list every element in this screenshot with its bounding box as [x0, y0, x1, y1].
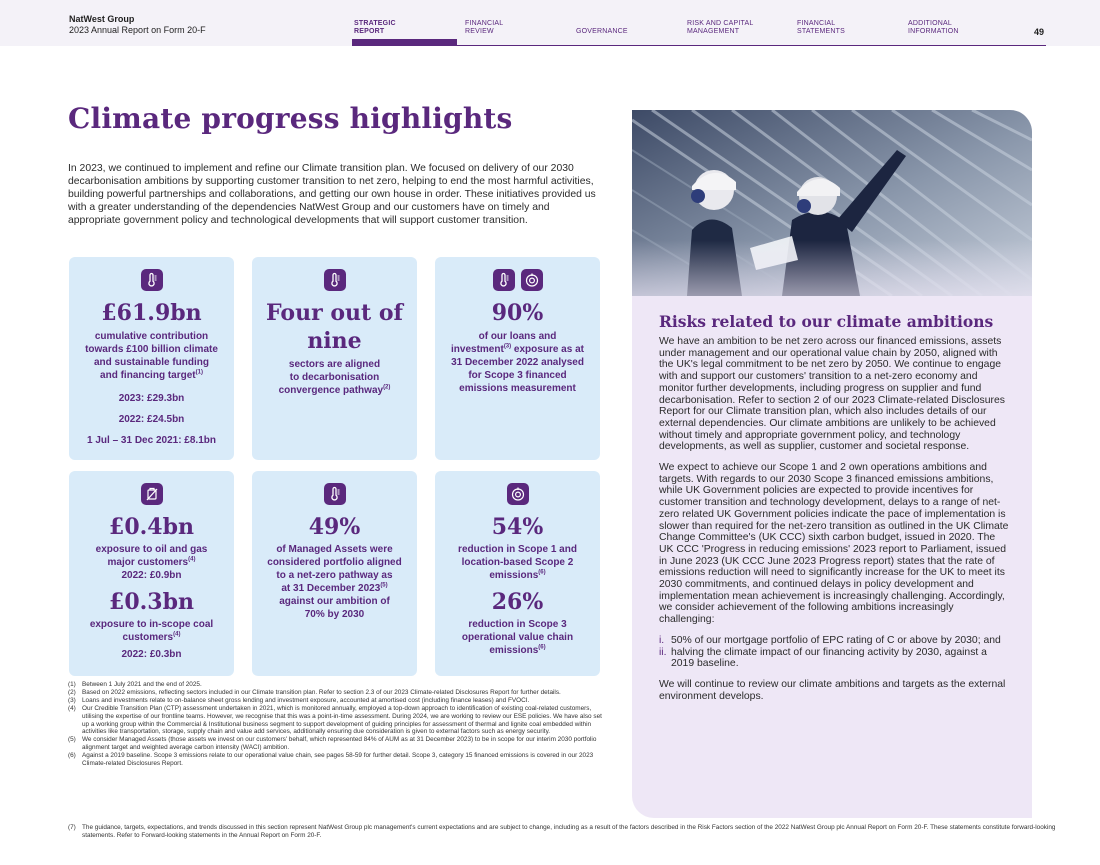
footnote-number: (6)	[68, 752, 76, 760]
footnote-ref: (3)	[503, 343, 512, 350]
highlight-card-funding	[69, 257, 234, 460]
highlight-card-loans	[435, 257, 600, 460]
company-name: NatWest Group	[69, 14, 135, 24]
footnotes	[68, 681, 608, 768]
nav-financial-statements[interactable]: FINANCIAL STATEMENTS	[797, 20, 846, 35]
loans-desc-line: emissions measurement	[459, 383, 576, 394]
brand-block	[69, 14, 206, 36]
highlight-card-emissions	[435, 471, 600, 676]
funding-desc-line: towards £100 billion climate	[85, 344, 218, 355]
managed-assets-desc-line: against our ambition of	[279, 596, 390, 607]
footnote	[68, 705, 608, 737]
footnote-number: (4)	[68, 704, 76, 712]
sectors-desc-line: convergence pathway	[278, 385, 384, 396]
footnote	[68, 736, 608, 752]
footnote-text: Between 1 July 2021 and the end of 2025.	[82, 681, 202, 688]
no-fossil-icon	[141, 483, 163, 505]
footnote-ref: (2)	[383, 384, 391, 391]
coal-desc-line: exposure to in-scope coal	[89, 619, 214, 630]
highlight-card-fossil-exposure	[69, 471, 234, 676]
target-icon	[507, 483, 529, 505]
footnote	[68, 697, 608, 705]
oil-gas-desc-line: major customers	[107, 557, 189, 568]
scope12-desc-line: location-based Scope 2	[461, 557, 574, 568]
scope12-desc-line: reduction in Scope 1 and	[458, 544, 577, 555]
managed-assets-desc-line: 70% by 2030	[304, 609, 365, 620]
footnote-text: Against a 2019 baseline. Scope 3 emissions relate to our operational value chain, see pages 58-59 for further detail. Scope 3, category 15 financed emissions is covered in our 2023 Climate-related Disclosures Report.	[82, 752, 594, 768]
funding-desc-line: and sustainable funding	[93, 357, 209, 368]
highlight-card-managed-assets	[252, 471, 417, 676]
page-number: 49	[1034, 27, 1045, 37]
funding-desc-line: and financing target	[100, 370, 196, 381]
nav-financial-review[interactable]: FINANCIAL REVIEW	[465, 20, 504, 35]
footnote	[68, 681, 608, 689]
oil-gas-value: £0.4bn	[109, 514, 194, 540]
footnote-number: (7)	[68, 824, 76, 831]
page-title: Climate progress highlights	[68, 102, 513, 135]
footnote	[68, 752, 608, 768]
footnote-text: We consider Managed Assets (those assets we invest on our customers' behalf, which represented 84% of AUM as at 31 December 2023) to be in scope for our interim 2030 portfolio alignment target and weighted average carbon intensity (WACI) ambition.	[82, 736, 597, 752]
footnote-ref: (5)	[380, 582, 388, 589]
risks-paragraph: We have an ambition to be net zero across our financed emissions, assets under management and our operational value chain by 2050, aligned with the UK's legal commitment to be net zero by 2050. We continue to engage with and support our customers' transition to a net-zero economy and monitor further developments, including progress on supplier and fund decarbonisation. Refer to section 2 of our 2023 Climate-related Disclosures Report for our Climate transition plan, which also includes details of our external dependencies. Our climate ambitions are unlikely to be achieved without timely and appropriate government policy, and technology developments, as well as supplier, customer and societal response.	[659, 336, 1005, 453]
risks-paragraph: We expect to achieve our Scope 1 and 2 own operations ambitions and targets. With regards to our 2030 Scope 3 financed emissions ambitions, while UK Government policies are expected to provide incentives for customer transition and technology development, delays to a range of net-zero related UK Government policies indicate the pace of implementation is slower than required for the net-zero transition as outlined in the UK Climate Change Committee's (UK CCC) sixth carbon budget, issued in 2020. The UK CCC 'Progress in reducing emissions' 2023 report to Parliament, issued in June 2023 (UK CCC June 2023 Progress report) states that the rate of emissions reduction will need to significantly increase for the UK to meet its 2030 commitments, and continued delays in policy development and implementation mean achievement is increasingly challenging. Accordingly, we consider achievement of the following ambitions increasingly challenging:	[659, 462, 1009, 626]
risks-list	[659, 635, 1009, 670]
footnote	[68, 689, 608, 697]
nav-governance[interactable]: GOVERNANCE	[576, 28, 628, 35]
report-name: 2023 Annual Report on Form 20-F	[69, 25, 206, 35]
managed-assets-desc-line: considered portfolio aligned	[267, 557, 402, 568]
nav-divider	[352, 45, 1046, 46]
footnote-text: Based on 2022 emissions, reflecting sectors included in our Climate transition plan. Refer to section 2.3 of our 2023 Climate-related Disclosures Report for further details.	[82, 688, 561, 696]
thermometer-icon	[324, 483, 346, 505]
list-number: ii.	[659, 646, 667, 658]
thermometer-icon	[141, 269, 163, 291]
nav-additional-information[interactable]: ADDITIONAL INFORMATION	[908, 20, 959, 35]
risks-paragraph: We will continue to review our climate ambitions and targets as the external environment develops.	[659, 678, 1006, 702]
highlight-card-sectors	[252, 257, 417, 460]
funding-2023: 2023: £29.3bn	[118, 393, 185, 404]
footnote-forward-looking	[68, 824, 1058, 840]
list-item	[659, 647, 1009, 670]
footnote-ref: (1)	[195, 369, 203, 376]
sectors-value-line1: Four out of	[266, 300, 403, 326]
sectors-value-line2: nine	[307, 328, 362, 354]
nav-strategic-report[interactable]: STRATEGIC REPORT	[354, 20, 396, 35]
footnote-ref: (6)	[538, 644, 546, 651]
funding-2021: 1 Jul – 31 Dec 2021: £8.1bn	[87, 435, 216, 446]
footnote-number: (3)	[68, 696, 76, 704]
footnote-ref: (4)	[188, 556, 196, 563]
footnote-number: (2)	[68, 688, 76, 696]
scope3-desc-line: emissions	[489, 645, 539, 656]
funding-desc-line: cumulative contribution	[94, 331, 209, 342]
scope12-value: 54%	[491, 514, 544, 540]
loans-desc-line: 31 December 2022 analysed	[451, 357, 584, 368]
footnote-ref: (6)	[538, 569, 546, 576]
list-text: halving the climate impact of our financing activity by 2030, against a 2019 baseline.	[671, 646, 987, 670]
footnote-text: Our Credible Transition Plan (CTP) assessment undertaken in 2021, which is monitored annually, employed a top-down approach to identification of existing coal-related customers, utilising the expertise of our frontline teams. However, we recognise that this was a point-in-time assessment. During 2024, we are working to review our ESE policies. We have also set up a working group within the Commercial & Institutional business segment to support development of guiding principles for assessment of thermal and lignite coal embedded within activities like transportation, storage, supply chain and value add services, additionally ensuring due consideration is given to external factors such as energy security.	[82, 704, 602, 736]
coal-value: £0.3bn	[109, 589, 194, 615]
sectors-desc-line: to decarbonisation	[289, 372, 380, 383]
coal-desc-line: customers	[122, 632, 174, 643]
risks-body	[659, 336, 1009, 711]
scope3-desc-line: operational value chain	[461, 632, 574, 643]
footnote-text: Loans and investments relate to on-balance sheet gross lending and investment exposure, accounted at amortised cost (including finance leases) and FVOCI.	[82, 696, 530, 704]
target-icon	[521, 269, 543, 291]
list-number: i.	[659, 634, 665, 646]
scope12-desc-line: emissions	[489, 570, 539, 581]
loans-desc-line: investment	[451, 344, 504, 355]
footnote-ref: (4)	[173, 631, 181, 638]
oil-gas-2022: 2022: £0.9bn	[121, 570, 182, 581]
thermometer-icon	[493, 269, 515, 291]
managed-assets-desc-line: of Managed Assets were	[276, 544, 393, 555]
loans-desc-line: exposure as at	[511, 344, 584, 355]
list-text: 50% of our mortgage portfolio of EPC rating of C or above by 2030; and	[671, 634, 1001, 646]
footnote-number: (1)	[68, 681, 76, 688]
sectors-desc-line: sectors are aligned	[288, 359, 381, 370]
funding-value: £61.9bn	[101, 300, 202, 326]
funding-2022: 2022: £24.5bn	[118, 414, 185, 425]
engineers-photo	[632, 110, 1032, 296]
loans-desc-line: of our loans and	[478, 331, 557, 342]
coal-2022: 2022: £0.3bn	[121, 649, 182, 660]
managed-assets-desc-line: at 31 December 2023	[281, 583, 381, 594]
intro-paragraph: In 2023, we continued to implement and refine our Climate transition plan. We focused on delivery of our 2030 decarbonisation ambitions by supporting customer transition to net zero, helping to end the most harmful activities, building powerful partnerships and collaborations, and getting our own house in order. These initiatives provided us with a greater understanding of the dependencies NatWest Group and our customers have on timely and appropriate government policy and technological developments that will support customer transition.	[68, 163, 596, 226]
list-item	[659, 635, 1009, 647]
oil-gas-desc-line: exposure to oil and gas	[95, 544, 208, 555]
scope3-desc-line: reduction in Scope 3	[468, 619, 567, 630]
nav-risk-capital[interactable]: RISK AND CAPITAL MANAGEMENT	[687, 20, 754, 35]
managed-assets-desc-line: to a net-zero pathway as	[276, 570, 393, 581]
thermometer-icon	[324, 269, 346, 291]
risks-title: Risks related to our climate ambitions	[659, 312, 994, 331]
scope3-value: 26%	[491, 589, 544, 615]
managed-assets-value: 49%	[308, 514, 361, 540]
footnote-number: (5)	[68, 736, 76, 744]
footnote-text: The guidance, targets, expectations, and trends discussed in this section represent NatWest Group plc management's current expectations and are subject to change, including as a result of the factors described in the Risk Factors section of the 2022 NatWest Group plc Annual Report on Form 20-F. These statements constitute forward-looking statements. Refer to Forward-looking statements in the Annual Report on Form 20-F.	[82, 824, 1056, 839]
loans-desc-line: for Scope 3 financed	[468, 370, 567, 381]
loans-value: 90%	[491, 300, 544, 326]
